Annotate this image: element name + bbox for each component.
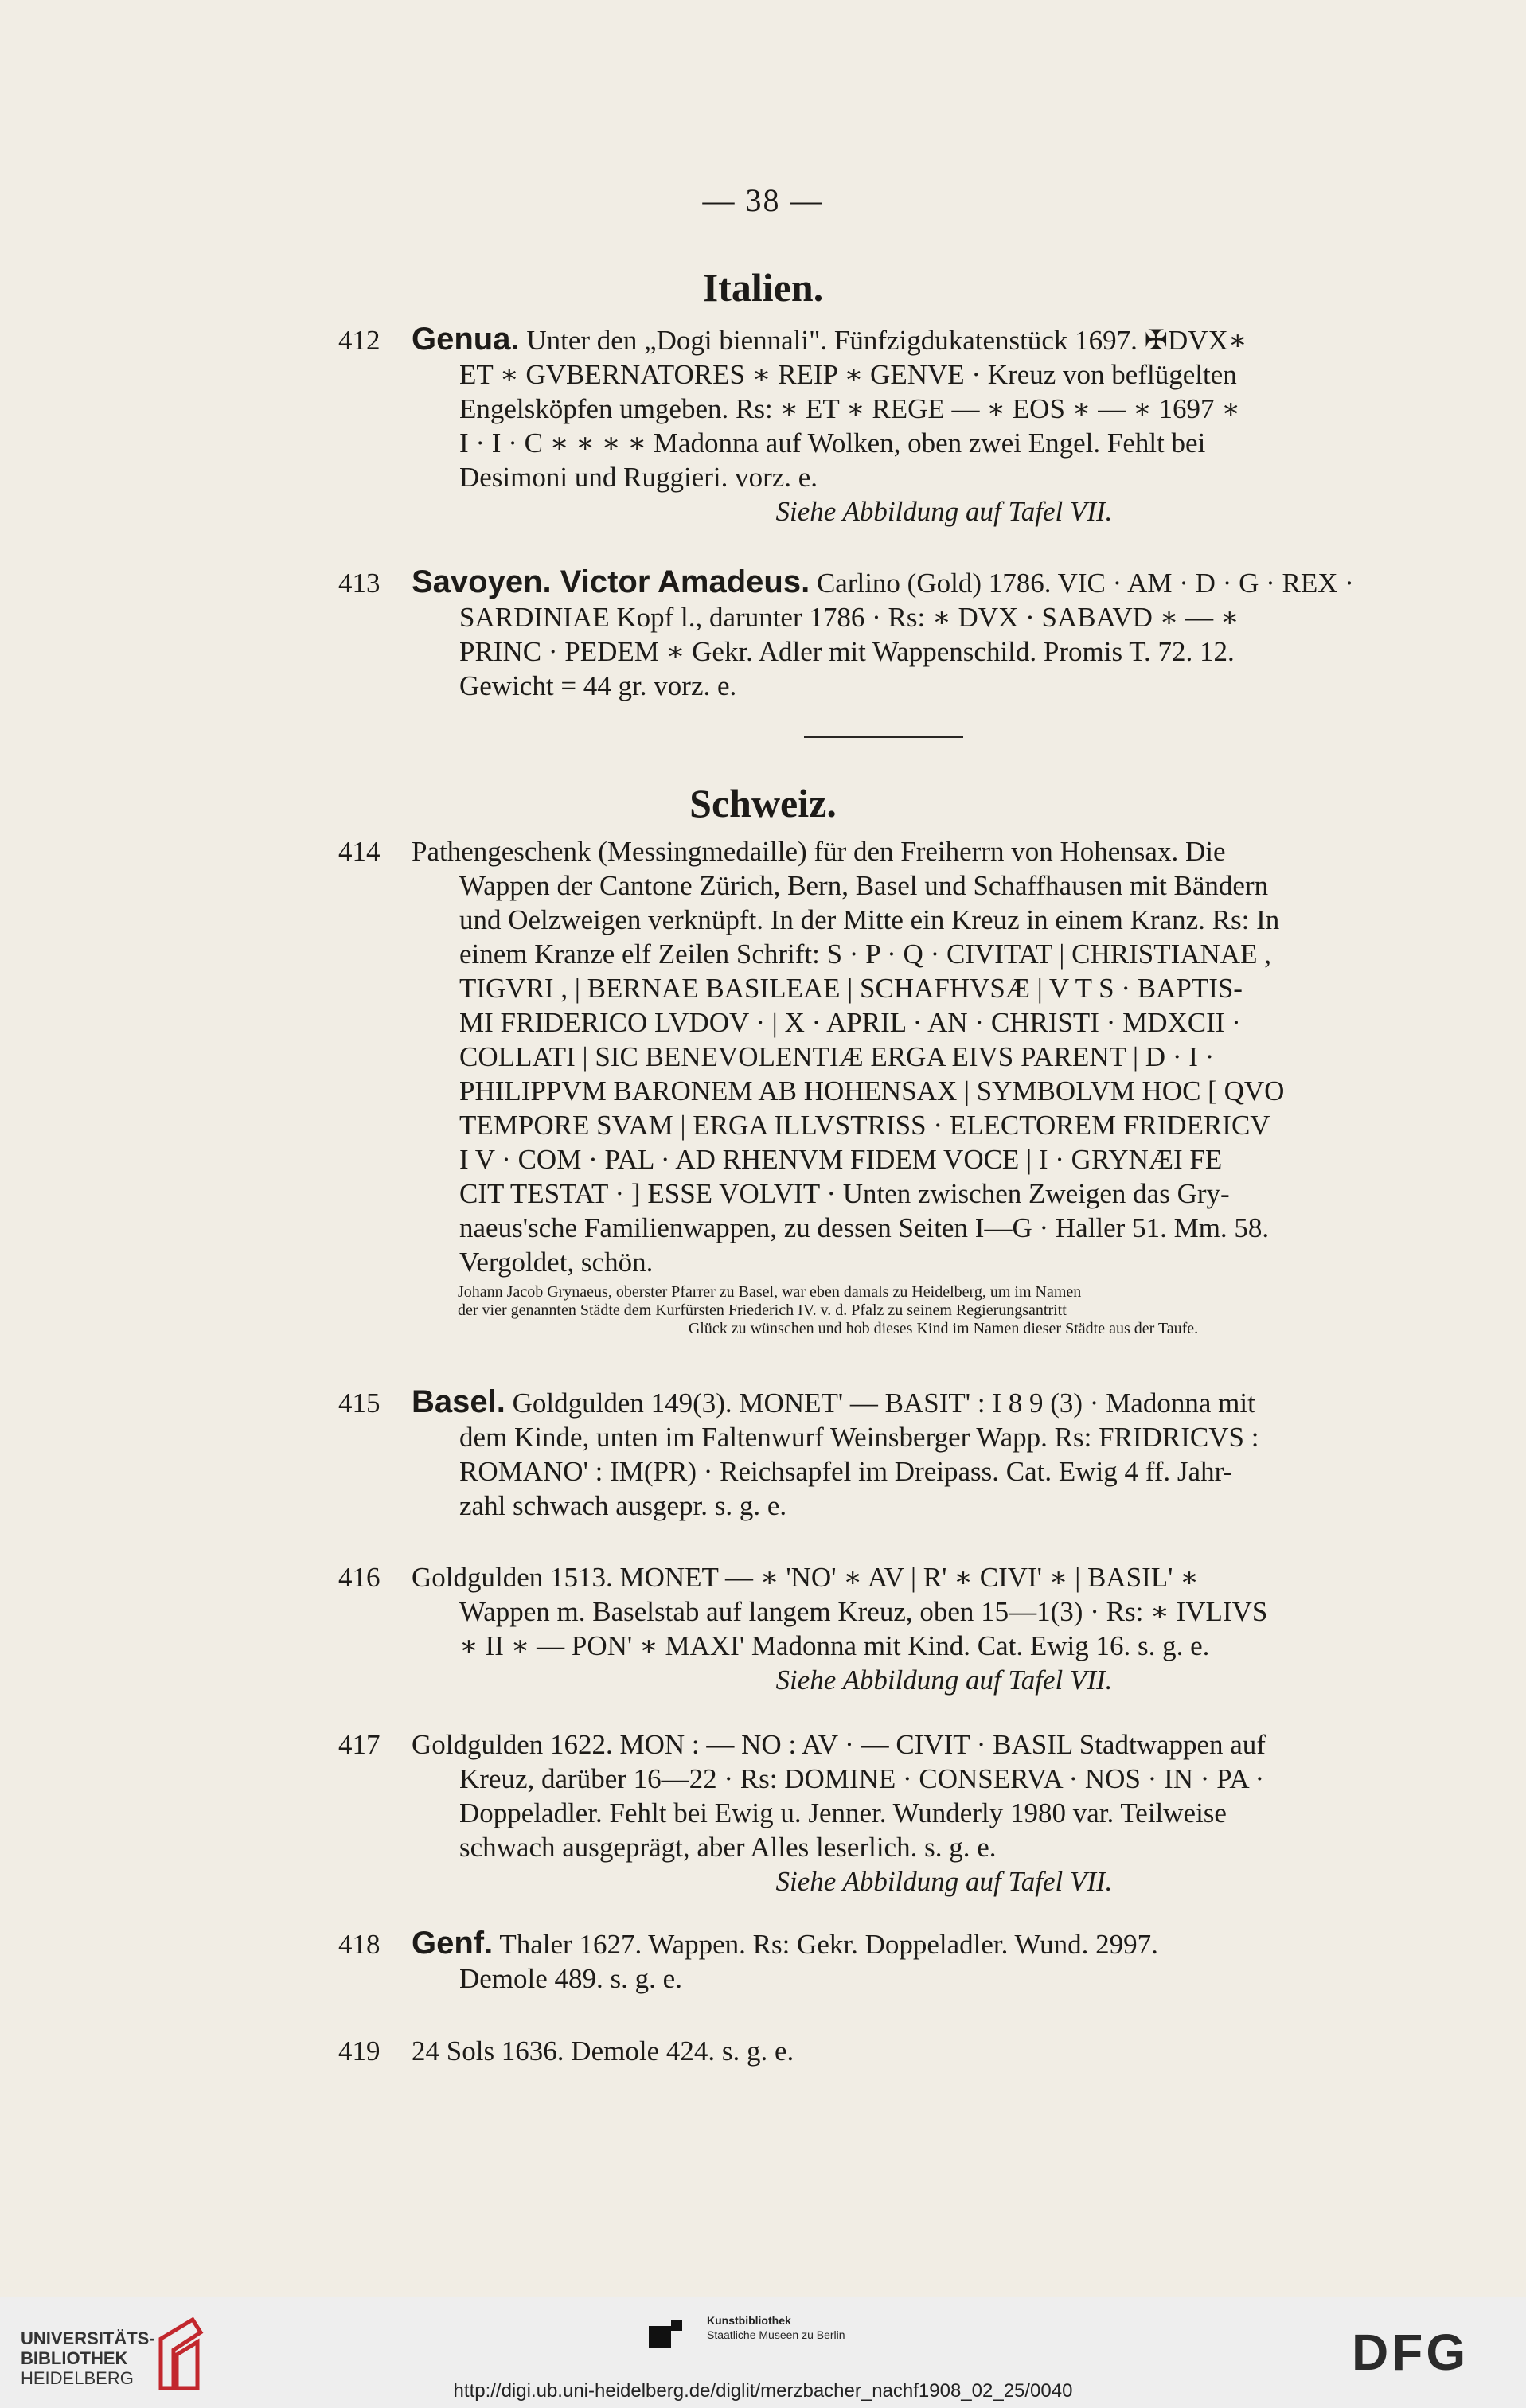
entry-line: Carlino (Gold) 1786. VIC · AM · D · G · REX ·	[816, 568, 1354, 599]
page-number: — 38 —	[702, 182, 824, 218]
entry-line: TIGVRI , | BERNAE BASILEAE | SCHAFHVSÆ | V T S · BAPTIS-	[459, 973, 1243, 1004]
entry-number: 414	[338, 836, 381, 867]
entry-line: naeus'sche Familienwappen, zu dessen Seiten I—G · Haller 51. Mm. 58.	[459, 1212, 1270, 1243]
entry-place: Genua.	[412, 322, 520, 357]
entry-line: Doppeladler. Fehlt bei Ewig u. Jenner. Wunderly 1980 var. Teilweise	[459, 1797, 1227, 1828]
entry-line: Demole 489. s. g. e.	[459, 1963, 682, 1994]
entry-number: 416	[338, 1562, 381, 1593]
entry-412	[338, 322, 1429, 529]
entry-line: COLLATI | SIC BENEVOLENTIÆ ERGA EIVS PARENT | D · I ·	[459, 1041, 1215, 1072]
entry-line: einem Kranze elf Zeilen Schrift: S · P · Q · CIVITAT | CHRISTIANAE ,	[459, 939, 1271, 970]
section-title-italien: Italien.	[702, 265, 824, 310]
entry-line: und Oelzweigen verknüpft. In der Mitte ein Kreuz in einem Kranz. Rs: In	[459, 904, 1280, 935]
entry-line: Engelsköpfen umgeben. Rs: ∗ ET ∗ REGE — ∗ EOS ∗ — ∗ 1697 ∗	[459, 393, 1241, 424]
ub-heidelberg-logo-text	[21, 2328, 155, 2388]
entry-418	[338, 1926, 1429, 1996]
footnote-line: Johann Jacob Grynaeus, oberster Pfarrer zu Basel, war eben damals zu Heidelberg, um im Namen	[458, 1283, 1082, 1301]
entry-line: CIT TESTAT · ] ESSE VOLVIT · Unten zwischen Zweigen das Gry-	[459, 1178, 1230, 1209]
ub-line: UNIVERSITÄTS-	[21, 2328, 155, 2348]
entry-line: ROMANO' : IM(PR) · Reichsapfel im Dreipass. Cat. Ewig 4 ff. Jahr-	[459, 1456, 1233, 1487]
dfg-logo: DFG	[1352, 2324, 1469, 2381]
entry-line: I · I · C ∗ ∗ ∗ ∗ Madonna auf Wolken, oben zwei Engel. Fehlt bei	[459, 427, 1206, 459]
entry-line: ∗ II ∗ — PON' ∗ MAXI' Madonna mit Kind. Cat. Ewig 16. s. g. e.	[459, 1630, 1210, 1661]
entry-line: schwach ausgeprägt, aber Alles leserlich. s. g. e.	[459, 1832, 997, 1863]
footnote-line: Glück zu wünschen und hob dieses Kind im Namen dieser Städte aus der Taufe.	[688, 1320, 1199, 1337]
entry-line: Gewicht = 44 gr. vorz. e.	[459, 670, 737, 701]
entry-415	[338, 1385, 1429, 1523]
entry-place: Genf.	[412, 1926, 494, 1961]
footnote-414	[458, 1283, 1429, 1338]
entry-place: Basel.	[412, 1384, 505, 1419]
permalink-url[interactable]: http://digi.ub.uni-heidelberg.de/diglit/merzbacher_nachf1908_02_25/0040	[453, 2380, 1073, 2402]
plate-reference: Siehe Abbildung auf Tafel VII.	[775, 1665, 1113, 1696]
entry-line: Goldgulden 1513. MONET — ∗ 'NO' ∗ AV | R' ∗ CIVI' ∗ | BASIL' ∗	[412, 1562, 1199, 1593]
ub-line: BIBLIOTHEK	[21, 2348, 128, 2368]
entry-number: 418	[338, 1929, 381, 1960]
entry-line: Vergoldet, schön.	[459, 1247, 654, 1278]
entry-line: SARDINIAE Kopf l., darunter 1786 · Rs: ∗ DVX · SABAVD ∗ — ∗	[459, 602, 1239, 633]
entry-number: 417	[338, 1729, 381, 1760]
entry-number: 412	[338, 325, 381, 356]
entry-line: Unter den „Dogi biennali". Fünfzigdukatenstück 1697. ✠DVX∗	[526, 325, 1247, 356]
section-title-schweiz: Schweiz.	[689, 781, 837, 825]
entry-line: Desimoni und Ruggieri. vorz. e.	[459, 462, 818, 493]
entry-number: 413	[338, 568, 381, 599]
entry-line: PHILIPPVM BARONEM AB HOHENSAX | SYMBOLVM HOC [ QVO	[459, 1075, 1285, 1106]
entry-line: Thaler 1627. Wappen. Rs: Gekr. Doppeladler. Wund. 2997.	[499, 1929, 1158, 1960]
entry-line: 24 Sols 1636. Demole 424. s. g. e.	[412, 2035, 794, 2067]
entry-line: Goldgulden 1622. MON : — NO : AV · — CIVIT · BASIL Stadtwappen auf	[412, 1729, 1266, 1760]
entry-number: 419	[338, 2035, 381, 2067]
entry-line: Goldgulden 149(3). MONET' — BASIT' : I 8 9 (3) · Madonna mit	[512, 1387, 1255, 1419]
entry-line: MI FRIDERICO LVDOV · | X · APRIL · AN · CHRISTI · MDXCII ·	[459, 1007, 1241, 1038]
plate-reference: Siehe Abbildung auf Tafel VII.	[775, 1866, 1113, 1897]
entry-line: ET ∗ GVBERNATORES ∗ REIP ∗ GENVE · Kreuz von beflügelten	[459, 359, 1237, 390]
entry-line: TEMPORE SVAM | ERGA ILLVSTRISS · ELECTOREM FRIDERICV	[459, 1110, 1270, 1141]
plate-reference: Siehe Abbildung auf Tafel VII.	[775, 496, 1113, 527]
entry-414	[338, 834, 1429, 1279]
entry-line: dem Kinde, unten im Faltenwurf Weinsberger Wapp. Rs: FRIDRICVS :	[459, 1422, 1259, 1453]
entry-number: 415	[338, 1387, 381, 1419]
entry-419	[338, 2034, 1429, 2068]
footnote-line: der vier genannten Städte dem Kurfürsten Friederich IV. v. d. Pfalz zu seinem Regierungsantritt	[458, 1302, 1067, 1319]
entry-line: Wappen der Cantone Zürich, Bern, Basel und Schaffhausen mit Bändern	[459, 870, 1269, 901]
entry-417	[338, 1727, 1429, 1899]
entry-line: PRINC · PEDEM ∗ Gekr. Adler mit Wappenschild. Promis T. 72. 12.	[459, 636, 1235, 667]
entry-line: Kreuz, darüber 16—22 · Rs: DOMINE · CONSERVA · NOS · IN · PA ·	[459, 1763, 1265, 1794]
section-divider	[804, 736, 963, 738]
kb-line: Staatliche Museen zu Berlin	[707, 2328, 845, 2341]
kunstbibliothek-logo-text	[707, 2313, 845, 2342]
kunstbibliothek-logo-icon	[649, 2318, 684, 2353]
entry-413	[338, 565, 1429, 703]
entry-line: I V · COM · PAL · AD RHENVM FIDEM VOCE | I · GRYNÆI FE	[459, 1144, 1223, 1175]
entry-place: Savoyen. Victor Amadeus.	[412, 564, 810, 599]
kb-line: Kunstbibliothek	[707, 2314, 791, 2327]
ub-line: HEIDELBERG	[21, 2368, 134, 2388]
entry-line: zahl schwach ausgepr. s. g. e.	[459, 1490, 787, 1521]
entry-line: Wappen m. Baselstab auf langem Kreuz, oben 15—1(3) · Rs: ∗ IVLIVS	[459, 1596, 1268, 1627]
entry-416	[338, 1560, 1429, 1697]
entry-line: Pathengeschenk (Messingmedaille) für den Freiherrn von Hohensax. Die	[412, 836, 1226, 867]
